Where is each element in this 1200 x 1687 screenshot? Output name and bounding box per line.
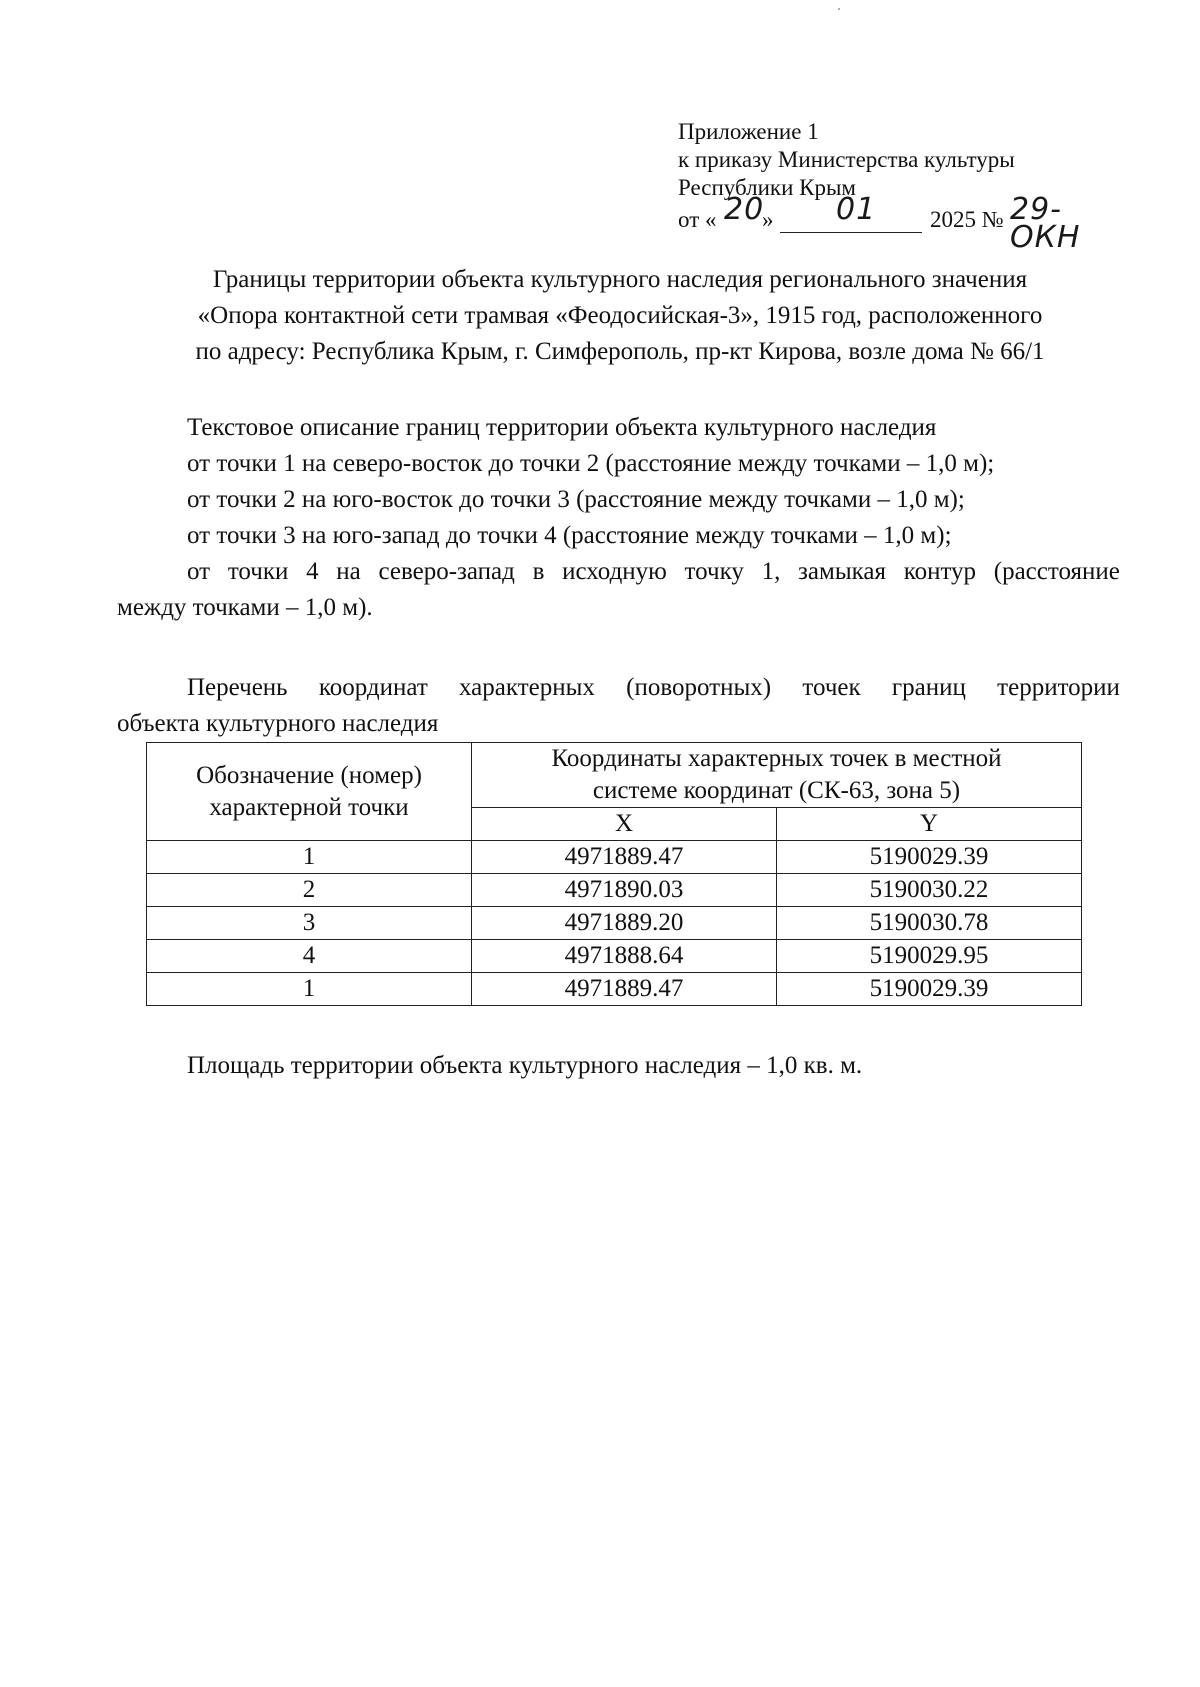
cell-point: 2 bbox=[147, 874, 472, 907]
word: контур bbox=[903, 558, 977, 585]
cell-x: 4971888.64 bbox=[472, 940, 777, 973]
cell-point: 3 bbox=[147, 907, 472, 940]
appendix-block bbox=[678, 118, 1081, 255]
word: от bbox=[187, 558, 211, 585]
cell-y: 5190029.95 bbox=[776, 940, 1081, 973]
word: Перечень bbox=[187, 674, 288, 701]
month-underline bbox=[780, 232, 922, 233]
word: замыкая bbox=[798, 558, 886, 585]
table-row bbox=[147, 940, 1082, 973]
order-date-line bbox=[678, 192, 1081, 255]
description-line-4-tail: между точками – 1,0 м). bbox=[117, 594, 373, 621]
date-day-close: » bbox=[762, 207, 774, 232]
description-line-1: от точки 1 на северо-восток до точки 2 (расстояние между точками – 1,0 м); bbox=[187, 450, 995, 477]
appendix-line-3: Республики Крым bbox=[678, 175, 856, 200]
header-designation-line-2: характерной точки bbox=[209, 793, 409, 821]
word: точек bbox=[802, 674, 861, 701]
header-y: Y bbox=[776, 808, 1081, 841]
title-line-3: по адресу: Республика Крым, г. Симферополь, пр-кт Кирова, возле дома № 66/1 bbox=[195, 338, 1045, 365]
cell-point: 1 bbox=[147, 973, 472, 1006]
table-row bbox=[147, 973, 1082, 1006]
appendix-line-1: Приложение 1 bbox=[678, 119, 819, 144]
word: 4 bbox=[306, 558, 319, 585]
cell-x: 4971889.47 bbox=[472, 841, 777, 874]
word: координат bbox=[318, 674, 428, 701]
cell-point: 4 bbox=[147, 940, 472, 973]
handwritten-day: 20 bbox=[724, 192, 765, 227]
table-header-row bbox=[147, 743, 1082, 808]
word: на bbox=[336, 558, 361, 585]
header-coordinates-line-1: Координаты характерных точек в местной bbox=[551, 745, 1002, 772]
word: характерных bbox=[459, 674, 595, 701]
description-line-4 bbox=[117, 554, 1120, 590]
cell-x: 4971890.03 bbox=[472, 874, 777, 907]
header-coordinates bbox=[472, 743, 1082, 808]
title-line-1: Границы территории объекта культурного наследия регионального значения bbox=[212, 266, 1028, 293]
description-line-2: от точки 2 на юго-восток до точки 3 (расстояние между точками – 1,0 м); bbox=[187, 486, 965, 513]
cell-x: 4971889.20 bbox=[472, 907, 777, 940]
cell-x: 4971889.47 bbox=[472, 973, 777, 1006]
list-intro-line-1 bbox=[117, 670, 1120, 706]
header-coordinates-line-2: системе координат (СК-63, зона 5) bbox=[592, 777, 961, 804]
coordinates-list-intro bbox=[117, 670, 1120, 742]
word: территории bbox=[997, 674, 1120, 701]
boundary-description bbox=[117, 410, 1120, 626]
word: точки bbox=[227, 558, 289, 585]
header-x: X bbox=[472, 808, 777, 841]
header-designation-line-1: Обозначение (номер) bbox=[196, 761, 422, 789]
table-row bbox=[147, 907, 1082, 940]
appendix-line-2: к приказу Министерства культуры bbox=[678, 147, 1015, 172]
territory-area: Площадь территории объекта культурного наследия – 1,0 кв. м. bbox=[187, 1052, 863, 1079]
word: северо-запад bbox=[378, 558, 515, 585]
word: точку bbox=[684, 558, 744, 585]
title-line-2: «Опора контактной сети трамвая «Феодосийская-3», 1915 год, расположенного bbox=[197, 302, 1043, 329]
handwritten-order-number: 29-ОКН bbox=[1010, 192, 1081, 255]
header-designation bbox=[147, 743, 472, 841]
document-title bbox=[120, 262, 1120, 370]
date-year: 2025 № bbox=[930, 207, 1004, 232]
description-heading: Текстовое описание границ территории объекта культурного наследия bbox=[187, 414, 937, 441]
cell-y: 5190029.39 bbox=[776, 841, 1081, 874]
coordinates-table bbox=[146, 742, 1082, 1006]
word: в bbox=[532, 558, 545, 585]
table-row bbox=[147, 874, 1082, 907]
word: границ bbox=[891, 674, 966, 701]
word: 1, bbox=[761, 558, 781, 585]
handwritten-month: 01 bbox=[836, 192, 877, 227]
cell-y: 5190030.22 bbox=[776, 874, 1081, 907]
scan-speck bbox=[838, 8, 840, 10]
list-intro-line-2: объекта культурного наследия bbox=[117, 710, 439, 737]
word: исходную bbox=[562, 558, 667, 585]
description-line-3: от точки 3 на юго-запад до точки 4 (расстояние между точками – 1,0 м); bbox=[187, 522, 952, 549]
date-prefix: от « bbox=[678, 207, 717, 232]
cell-y: 5190029.39 bbox=[776, 973, 1081, 1006]
cell-y: 5190030.78 bbox=[776, 907, 1081, 940]
word: (поворотных) bbox=[626, 674, 772, 701]
cell-point: 1 bbox=[147, 841, 472, 874]
word: (расстояние bbox=[993, 558, 1120, 585]
table-row bbox=[147, 841, 1082, 874]
